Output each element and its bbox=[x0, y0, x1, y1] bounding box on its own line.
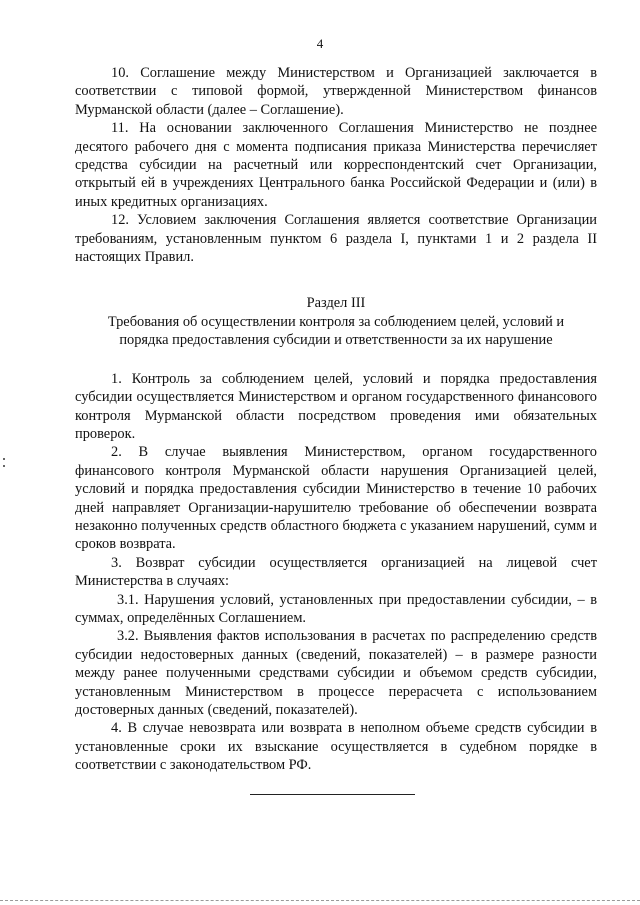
end-of-text-rule bbox=[250, 794, 415, 795]
paragraph-s3-3-2: 3.2. Выявления фактов использования в расчетах по распределению средств субсидии недостоверных данных (сведений, показателей) – в размере разности между ранее полученными средствами субсидии и объемом средств субсидии, установленным Министерством в процессе перерасчета с использованием достоверных данных (сведений, показателей). bbox=[75, 628, 597, 718]
scan-speck bbox=[3, 458, 5, 460]
scan-bottom-edge bbox=[0, 900, 640, 901]
paragraph-s3-4: 4. В случае невозврата или возврата в неполном объеме средств субсидии в установленные сроки их взыскание осуществляется в судебном порядке в соответствии с законодательством РФ. bbox=[75, 720, 597, 774]
section-heading bbox=[75, 294, 597, 349]
paragraph-s3-3-1: 3.1. Нарушения условий, установленных при предоставлении субсидии, – в суммах, определённых Соглашением. bbox=[75, 591, 597, 626]
document-body bbox=[75, 64, 597, 775]
page-number: 4 bbox=[316, 36, 324, 51]
paragraph-11: 11. На основании заключенного Соглашения Министерство не позднее десятого рабочего дня с момента подписания приказа Министерства перечисляет средства субсидии на расчетный или корреспондентский счет Организации, открытый ей в учреждениях Центрального банка Российской Федерации и (или) в иных кредитных организациях. bbox=[75, 120, 597, 210]
paragraph-s3-2: 2. В случае выявления Министерством, органом государственного финансового контроля Мурманской области нарушения Организацией целей, условий и порядка предоставления субсидии Министерство в течение 10 рабочих дней направляет Организации-нарушителю требование об обеспечении возврата незаконно полученных средств областного бюджета с указанием нарушений, сумм и сроков возврата. bbox=[75, 444, 597, 553]
paragraph-10: 10. Соглашение между Министерством и Организацией заключается в соответствии с типовой формой, утвержденной Министерством финансов Мурманской области (далее – Соглашение). bbox=[75, 65, 597, 118]
paragraph-s3-1: 1. Контроль за соблюдением целей, условий и порядка предоставления субсидии осуществляется Министерством и органом государственного финансового контроля Мурманской области посредством проведения ими обязательных проверок. bbox=[75, 370, 597, 442]
section-label: Раздел III bbox=[306, 295, 366, 312]
section-title: Требования об осуществлении контроля за соблюдением целей, условий и порядка предоставления субсидии и ответственности за их нарушение bbox=[107, 313, 565, 349]
paragraph-12: 12. Условием заключения Соглашения является соответствие Организации требованиям, установленным пунктом 6 раздела I, пунктами 1 и 2 раздела II настоящих Правил. bbox=[75, 212, 597, 266]
paragraph-s3-3: 3. Возврат субсидии осуществляется организацией на лицевой счет Министерства в случаях: bbox=[75, 554, 597, 590]
scan-speck bbox=[3, 465, 5, 467]
